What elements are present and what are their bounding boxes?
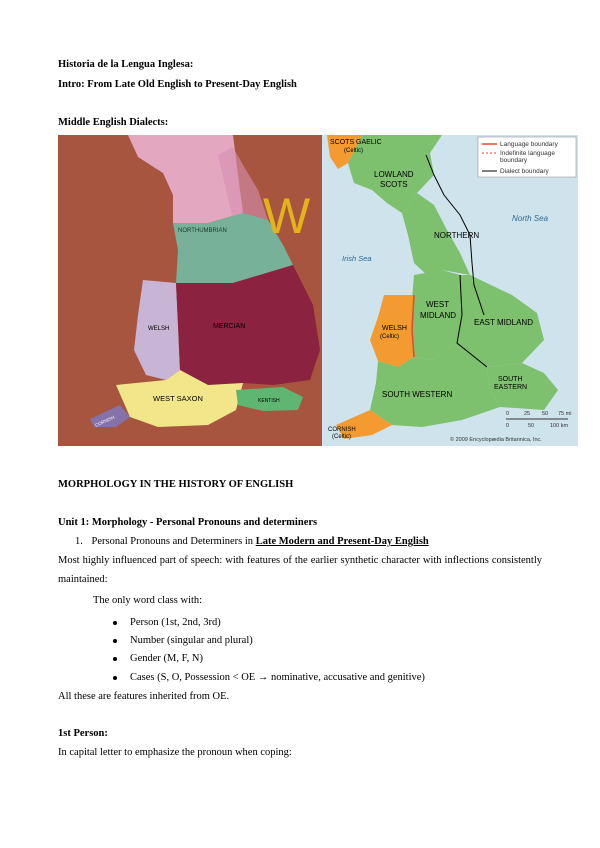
- big-letter-w: W: [263, 188, 311, 244]
- label-mercian: MERCIAN: [213, 323, 246, 330]
- course-title: Historia de la Lengua Inglesa:: [58, 59, 194, 70]
- legend-dialect-boundary: Dialect boundary: [500, 168, 549, 175]
- svg-text:SCOTS: SCOTS: [380, 180, 408, 189]
- capital-note: In capital letter to emphasize the pronoun when coping:: [58, 747, 292, 758]
- bullet-dot: [113, 639, 117, 643]
- label-south-western: SOUTH WESTERN: [382, 390, 453, 399]
- svg-text:EASTERN: EASTERN: [494, 384, 528, 391]
- bullet-number: Number (singular and plural): [130, 635, 253, 646]
- unit-title: Unit 1: Morphology - Personal Pronouns and determiners: [58, 517, 318, 528]
- bullet-person: Person (1st, 2nd, 3rd): [130, 617, 221, 628]
- svg-text:0: 0: [506, 411, 510, 417]
- label-west-saxon: WEST SAXON: [153, 394, 203, 403]
- label-northern: NORTHERN: [434, 231, 480, 240]
- svg-text:MIDLAND: MIDLAND: [420, 311, 457, 320]
- label-welsh: WELSH: [148, 326, 170, 332]
- svg-text:0: 0: [506, 423, 510, 429]
- middle-english-dialects-map: [58, 135, 322, 446]
- svg-text:25: 25: [524, 411, 531, 417]
- bullet-dot: [113, 657, 117, 661]
- first-person-heading: 1st Person:: [58, 728, 108, 739]
- svg-text:boundary: boundary: [500, 157, 528, 164]
- list-emphasis: Late Modern and Present-Day English: [255, 536, 429, 547]
- morphology-heading: MORPHOLOGY IN THE HISTORY OF ENGLISH: [58, 479, 294, 490]
- bullet-gender: Gender (M, F, N): [130, 653, 203, 664]
- britannica-dialect-map: [322, 135, 578, 446]
- svg-text:75 mi: 75 mi: [558, 411, 572, 417]
- label-west-midland: WEST: [426, 300, 450, 309]
- svg-text:50: 50: [528, 423, 535, 429]
- svg-text:(Celtic): (Celtic): [344, 148, 363, 154]
- legend-language-boundary: Language boundary: [500, 141, 558, 148]
- label-north-sea: North Sea: [512, 214, 549, 223]
- label-east-midland: EAST MIDLAND: [474, 318, 533, 327]
- region-mercian: [176, 265, 320, 385]
- label-lowland-scots: LOWLAND: [374, 170, 414, 179]
- label-cornish: CORNISH: [328, 427, 356, 433]
- bullet-dot: [113, 621, 117, 625]
- bullet-dot: [113, 676, 117, 680]
- intro-title: Intro: From Late Old English to Present-Day English: [58, 79, 297, 90]
- legend-indefinite-boundary: Indefinite language: [500, 150, 555, 157]
- body-paragraph: Most highly influenced part of speech: with features of the earlier synthetic character with inflections consistently maintained:: [58, 555, 542, 585]
- list-number: 1.: [75, 536, 83, 547]
- svg-text:(Celtic): (Celtic): [380, 334, 399, 340]
- bullet-cases: Cases (S, O, Possession < OE → nominative, accusative and genitive): [130, 672, 425, 683]
- section-title: Middle English Dialects:: [58, 117, 169, 128]
- inherited-line: All these are features inherited from OE.: [58, 691, 230, 702]
- svg-text:50: 50: [542, 411, 549, 417]
- label-cornish: CORNISH: [94, 414, 116, 428]
- svg-text:100 km: 100 km: [550, 423, 569, 429]
- only-class-line: The only word class with:: [93, 595, 203, 606]
- map-copyright: © 2009 Encyclopædia Britannica, Inc.: [450, 437, 542, 443]
- label-scots-gaelic: SCOTS GAELIC: [330, 139, 382, 146]
- numbered-list-item: 1. Personal Pronouns and Determiners in Late Modern and Present-Day English: [75, 536, 429, 547]
- label-south-eastern: SOUTH: [498, 376, 523, 383]
- label-kentish: KENTISH: [258, 398, 280, 404]
- label-irish-sea: Irish Sea: [342, 254, 372, 263]
- label-welsh: WELSH: [382, 325, 407, 332]
- svg-text:(Celtic): (Celtic): [332, 434, 351, 440]
- label-northumbrian: NORTHUMBRIAN: [178, 228, 227, 234]
